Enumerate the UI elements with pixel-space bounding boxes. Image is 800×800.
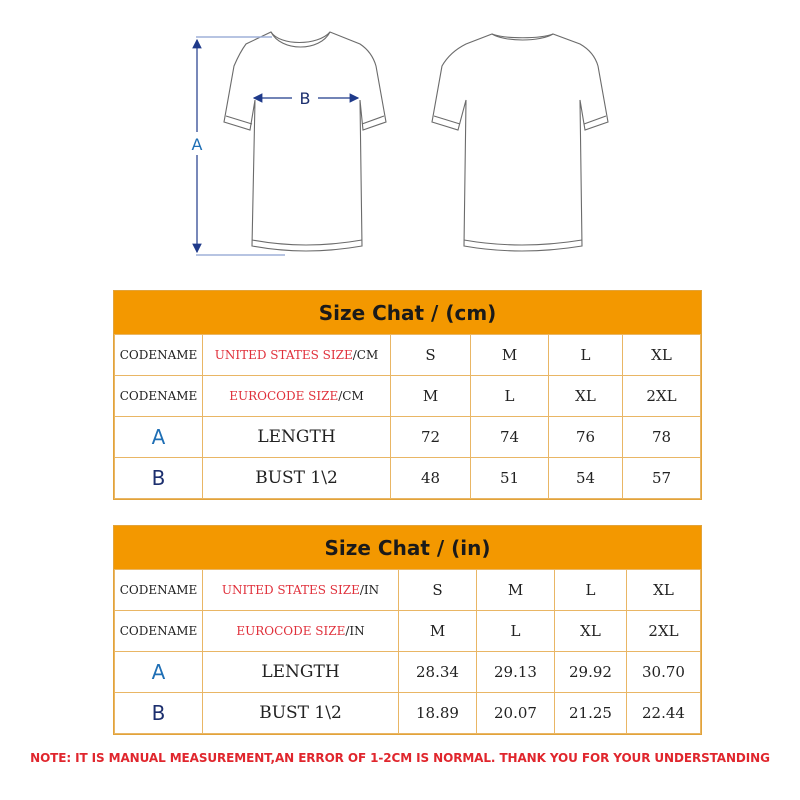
size-cell: L	[549, 335, 623, 376]
measurement-note: NOTE: IT IS MANUAL MEASUREMENT,AN ERROR OF 1-2CM IS NORMAL. THANK YOU FOR YOUR UNDERSTANDING	[30, 751, 770, 765]
us-size-header: UNITED STATES SIZE/CM	[203, 335, 391, 376]
value-cell: 21.25	[555, 693, 627, 734]
size-cell: 2XL	[623, 376, 701, 417]
size-cell: L	[471, 376, 549, 417]
bust-label: BUST 1\2	[203, 693, 399, 734]
measure-letter-a: A	[115, 417, 203, 458]
codename-cell: CODENAME	[115, 611, 203, 652]
value-cell: 57	[623, 458, 701, 499]
bust-label: BUST 1\2	[203, 458, 391, 499]
value-cell: 51	[471, 458, 549, 499]
tshirt-diagram	[0, 0, 800, 280]
measure-letter-b: B	[115, 458, 203, 499]
value-cell: 18.89	[399, 693, 477, 734]
table-row	[115, 335, 701, 376]
size-cell: M	[399, 611, 477, 652]
value-cell: 29.13	[477, 652, 555, 693]
size-cell: L	[555, 570, 627, 611]
codename-cell: CODENAME	[115, 376, 203, 417]
label-b: B	[299, 89, 311, 108]
size-chart-title: Size Chat / (in)	[114, 526, 701, 569]
value-cell: 29.92	[555, 652, 627, 693]
length-label: LENGTH	[203, 652, 399, 693]
size-cell: M	[477, 570, 555, 611]
value-cell: 22.44	[627, 693, 701, 734]
value-cell: 76	[549, 417, 623, 458]
size-cell: XL	[627, 570, 701, 611]
label-a: A	[191, 135, 203, 154]
eurocode-size-header: EUROCODE SIZE/CM	[203, 376, 391, 417]
table-row	[115, 652, 701, 693]
size-cell: S	[399, 570, 477, 611]
length-label: LENGTH	[203, 417, 391, 458]
codename-cell: CODENAME	[115, 335, 203, 376]
value-cell: 74	[471, 417, 549, 458]
eurocode-size-header: EUROCODE SIZE/IN	[203, 611, 399, 652]
size-table-cm	[114, 334, 701, 499]
size-cell: XL	[623, 335, 701, 376]
value-cell: 54	[549, 458, 623, 499]
table-row	[115, 570, 701, 611]
size-chart-title: Size Chat / (cm)	[114, 291, 701, 334]
table-row	[115, 611, 701, 652]
size-table-in	[114, 569, 701, 734]
value-cell: 28.34	[399, 652, 477, 693]
size-cell: M	[471, 335, 549, 376]
measure-letter-b: B	[115, 693, 203, 734]
value-cell: 72	[391, 417, 471, 458]
size-cell: XL	[549, 376, 623, 417]
value-cell: 48	[391, 458, 471, 499]
size-cell: XL	[555, 611, 627, 652]
us-size-header: UNITED STATES SIZE/IN	[203, 570, 399, 611]
size-chart-cm	[113, 290, 702, 500]
size-cell: M	[391, 376, 471, 417]
size-cell: S	[391, 335, 471, 376]
table-row	[115, 417, 701, 458]
value-cell: 20.07	[477, 693, 555, 734]
size-chart-in	[113, 525, 702, 735]
table-row	[115, 458, 701, 499]
measure-letter-a: A	[115, 652, 203, 693]
size-cell: 2XL	[627, 611, 701, 652]
value-cell: 30.70	[627, 652, 701, 693]
codename-cell: CODENAME	[115, 570, 203, 611]
table-row	[115, 376, 701, 417]
size-cell: L	[477, 611, 555, 652]
tshirt-back-outline	[432, 34, 608, 251]
value-cell: 78	[623, 417, 701, 458]
table-row	[115, 693, 701, 734]
tshirt-front-outline	[224, 32, 386, 251]
